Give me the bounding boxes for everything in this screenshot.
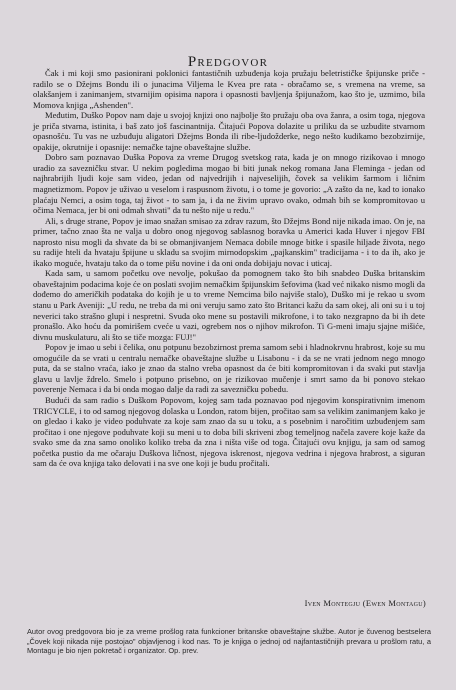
paragraph: Čak i mi koji smo pasionirani poklonici fantastičnih uzbuđenja koja pružaju beletrističke špijunske priče - radilo se o Džejms Bondu ili o junacima Viljema le Kvea pre rata - obračamo se, s vremena na vreme, sa olakšanjem i zanimanjem, stvarnijim opisima napora i opasnosti bavljenja špijunažom, kao što je, uzmimo, bila Momova knjiga „Ashenden". (33, 68, 425, 110)
paragraph: Dobro sam poznavao Duška Popova za vreme Drugog svetskog rata, kada je on mnogo rizikovao i mnogo uradio za savezničku stvar. U nekim pogledima mogao bi biti junak nekog romana Jana Fleminga - jedan od najhrabrijih ljudi koje sam video, jedan od najvedrijih i najveselijih, čovek sa velikim šarmom i ličnim magnetizmom. Popov je uživao u veselom i raspusnom životu, i o tome je govorio: „A zašto da ne, kad to ionako plaćaju Nemci, a osim toga, taj život - to sam ja, i da ne živim upravo ovako, odmah bih se kompromitovao u očima Nemaca, jer bi oni odmah shvati" da tu nešto nije u redu." (33, 152, 425, 216)
page-title: Predgovor (187, 54, 269, 71)
paragraph: Kada sam, u samom početku ove nevolje, pokušao da pomognem tako što bih snabdeo Duška britanskim obaveštajnim podacima koje će on poslati svojim nemačkim špijunskim šefovima (kad već nikako nismo mogli da dođemo do američkih podataka do kojih je u to vreme Nemcima bilo najviše stalo), Duško mi je rekao u svom stanu u Park Aveniji: „U redu, ne treba da mi oni veruju samo zato što Britanci kažu da sam okej, ali oni su i u toj neverici tako strašno glupi i nespretni. Svuda oko mene su postavili mikrofone, i to tako nezgrapno da bi ih dete pronašlo. Ako hoću da pomirišem cveće u vazi, ogrebem nos o njihov mikrofon. Ti G-meni imaju sjajne mišiće, divnu muskulaturu, ali što se tiče mozga: FUJ!" (33, 268, 425, 342)
paragraph: Popov je imao u sebi i čelika, onu potpunu bezobzirnost prema samom sebi i hladnokrvnu hrabrost, koje su mu omogućile da se vrati u centralu nemačke obaveštajne službe u Lisabonu - i da se ne vrati jednom nego mnogo puta, da se stalno vraća, iako je znao da stalno vreba opasnost da će biti kompromitovan i da svaki put stavlja glavu u lavlje ždrelo. Smelo i potpuno prisebno, on je rizikovao mučenje i smrt samo da bi ponovo stekao poverenje Nemaca i da bi onda mogao dalje da radi za savezničku pobedu. (33, 342, 425, 395)
translator-footnote: Autor ovog predgovora bio je za vreme prošlog rata funkcioner britanske obaveštajne službe. Autor je čuvenog bestselera „Čovek koji nikada nije postojao" objavljenog i kod nas. To je knjiga o jednoj od najfantastičnijih prevara u prošlom ratu, a Montagu je bio njen pokretač i organizator. Op. prev. (27, 627, 431, 656)
paragraph: Budući da sam radio s Duškom Popovom, kojeg sam tada poznavao pod njegovim konspirativnim imenom TRICYCLE, i to od samog njegovog dolaska u London, ratom bijen, pročitao sam sa velikim zanimanjem kako je on gledao i kako je video poduhvate za koje sam znao da su u toku, a s posebnim i naročitim uzbuđenjem sam pročitao i one njegove poduhvate koji su meni u to doba bili skriveni zbog temeljnog načela zavere koje kaže da svako sme da zna samo onoliko koliko treba da zna i ništa više od toga. Čitajući ovu knjigu, ja sam od samog početka pustio da me očaraju Duškova ličnost, njegova iskrenost, njegova vedrina i njegova hrabrost, a siguran sam da će ova knjiga tako delovati i na sve one koji je budu pročitali. (33, 394, 425, 469)
preface-body (33, 68, 425, 469)
paragraph: Ali, s druge strane, Popov je imao snažan smisao za zdrav razum, što Džejms Bond nije nikada imao. On je, na primer, tačno znao šta ne valja u dobro onog njegovog sablasnog boravka u Americi kada Huver i njegov FBI naprosto nisu mogli da shvate da bi se obmanjivanjem Nemaca dobile mnoge bitke i spasile hiljade života, nego su radije hteli da hvataju špijune u skladu sa svojim mirnodopskim „pajkanskim" tradicijama - i to da ih, ako je ikako moguće, hvataju tako da o tome pišu novine i da oni onda dobijaju novac i uticaj. (33, 215, 425, 268)
author-signature: Iven Montegju (Ewen Montagu) (304, 598, 426, 608)
paragraph: Međutim, Duško Popov nam daje u svojoj knjizi ono najbolje što pružaju oba ova žanra, a osim toga, njegova je priča stvarna, istinita, i baš zato još fascinantnija. Čitajući Popova dolazite u priliku da se uzbudite stvarnom opasnošću. Tu vas ne uzbuđuju aligatori Džejms Bonda ili ribe-ljudožderke, nego nešto kudikamo bezobzirnije, opakije, okrutnije i opasnije: nemačke tajne obaveštajne službe. (33, 110, 425, 152)
